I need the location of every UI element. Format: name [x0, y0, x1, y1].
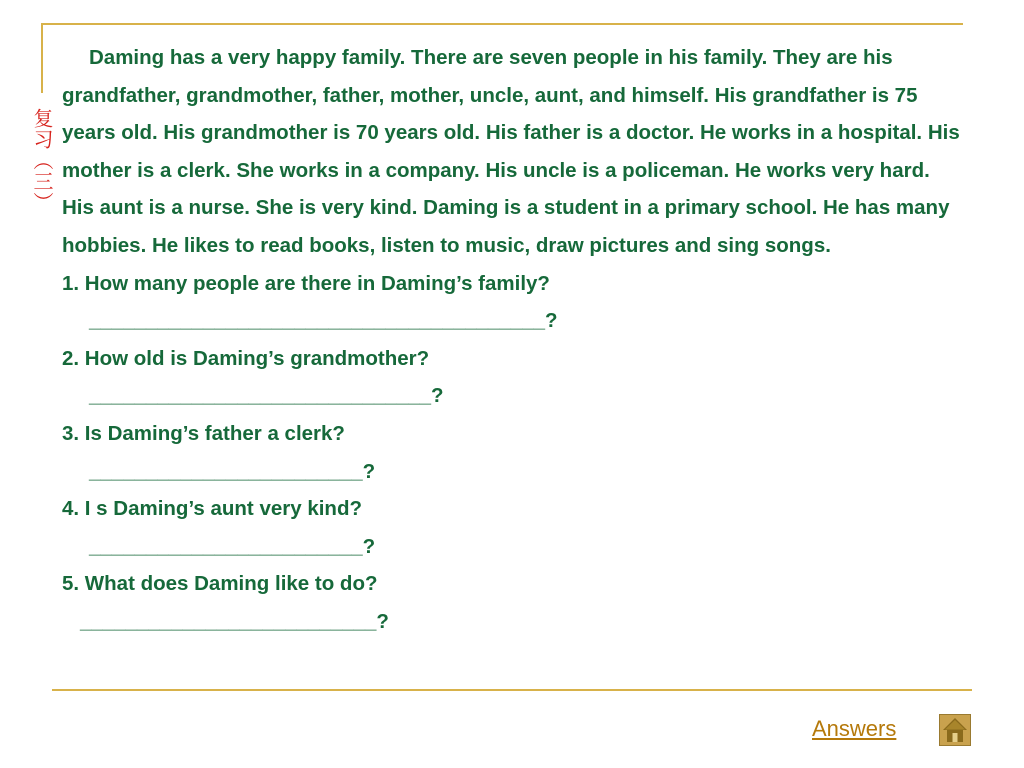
- answer-blank: ________________________?: [89, 534, 376, 558]
- answers-link[interactable]: Answers: [812, 716, 897, 741]
- reading-passage: Daming has a very happy family. There are seven people in his family. They are his grandfather, grandmother, father, mother, uncle, aunt, and himself. His grandfather is 75 years old. His grandmother is 70 years old. His father is a doctor. He works in a hospital. His mother is a clerk. She works in a company. His uncle is a policeman. He works very hard. His aunt is a nurse. She is very kind. Daming is a student in a primary school. He has many hobbies. He likes to read books, listen to music, draw pictures and sing songs.: [62, 46, 960, 257]
- answer-blank: __________________________?: [80, 609, 389, 633]
- answer-blank: ________________________________________?: [89, 309, 558, 333]
- question-text: 3. Is Daming’s father a clerk?: [62, 421, 345, 445]
- left-rule: [41, 23, 43, 93]
- question-text: 1. How many people are there in Daming’s family?: [62, 271, 550, 295]
- answer-blank: ______________________________?: [89, 384, 444, 408]
- question-4: [62, 490, 962, 565]
- section-label: 复习（三）: [30, 108, 54, 213]
- home-icon: [940, 715, 970, 745]
- top-rule: [41, 23, 963, 25]
- slide-content: [62, 39, 962, 641]
- home-button[interactable]: [939, 714, 971, 746]
- question-1: [62, 265, 962, 340]
- answer-blank: ________________________?: [89, 459, 376, 483]
- question-text: 5. What does Daming like to do?: [62, 572, 378, 596]
- question-3: [62, 415, 962, 490]
- question-2: [62, 340, 962, 415]
- bottom-rule: [52, 689, 972, 691]
- question-text: 2. How old is Daming’s grandmother?: [62, 346, 430, 370]
- question-text: 4. I s Daming’s aunt very kind?: [62, 497, 362, 521]
- question-5: [62, 565, 962, 640]
